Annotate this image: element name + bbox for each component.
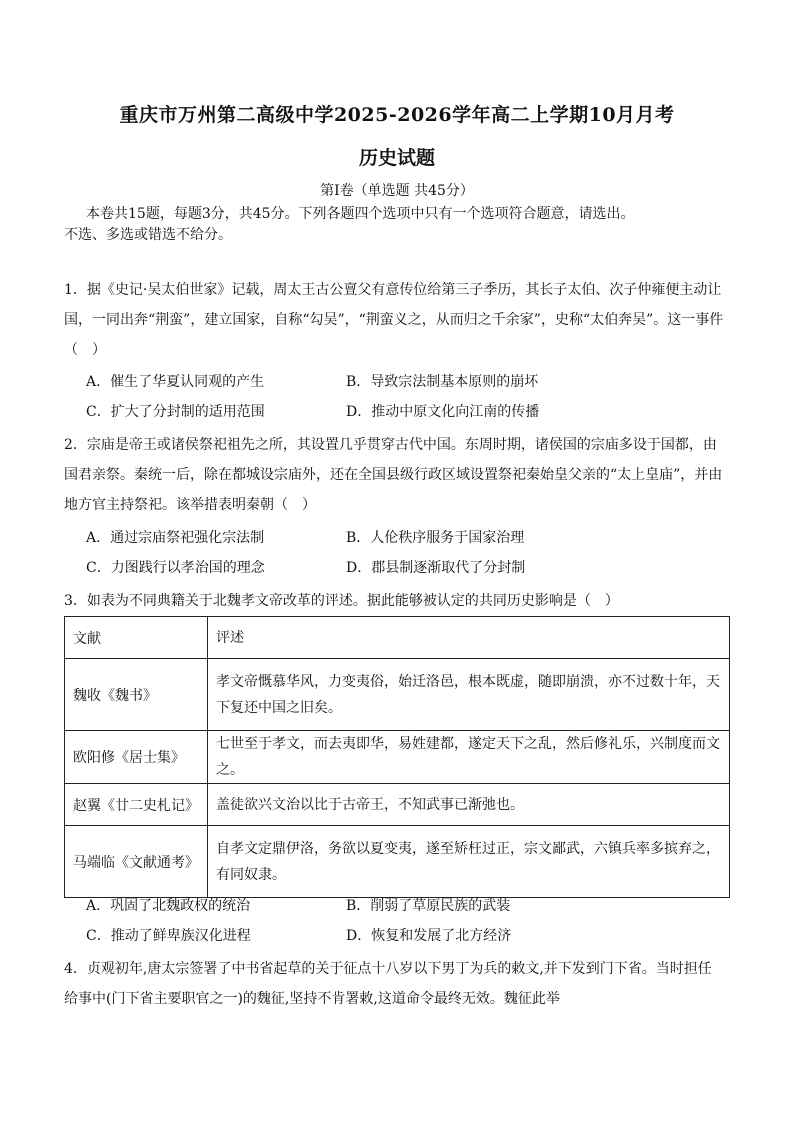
- q3-option-a[interactable]: A．巩固了北魏政权的统治: [86, 898, 251, 914]
- q2-stem-line-3: 地方官主持祭祀。该举措表明秦朝（ ）: [64, 497, 316, 513]
- table-cell-source: 赵翼《廿二史札记》: [65, 784, 208, 826]
- q1-stem-line-1: 1．据《史记·吴太伯世家》记载，周太王古公亶父有意传位给第三子季历，其长子太伯、次子仲雍便主动让: [64, 282, 722, 298]
- q1-option-c[interactable]: C．扩大了分封制的适用范围: [86, 404, 265, 420]
- table-cell-source: 马端临《文献通考》: [65, 826, 208, 898]
- instructions-line-1: 本卷共15题，每题3分，共45分。下列各题四个选项中只有一个选项符合题意，请选出。: [86, 206, 635, 222]
- q4-stem-line-2: 给事中(门下省主要职官之一)的魏征,坚持不肯署敕,这道命令最终无效。魏征此举: [64, 991, 560, 1007]
- table-header-source: 文献: [65, 617, 208, 659]
- section-heading: 第Ⅰ卷（单选题 共45分）: [320, 183, 474, 199]
- q3-option-d[interactable]: D．恢复和发展了北方经济: [346, 928, 512, 944]
- exam-title: 重庆市万州第二高级中学2025-2026学年高二上学期10月月考: [119, 104, 675, 126]
- q3-option-b[interactable]: B．削弱了草原民族的武装: [346, 898, 511, 914]
- q4-stem-line-1: 4．贞观初年,唐太宗签署了中书省起草的关于征点十八岁以下男丁为兵的敕文,并下发到门下省。当时担任: [64, 961, 712, 977]
- q1-option-d[interactable]: D．推动中原文化向江南的传播: [346, 404, 540, 420]
- table-header-row: [65, 617, 730, 659]
- table-cell-comment: 自孝文定鼎伊洛，务欲以夏变夷，遂至矫枉过正，宗文鄙武，六镇兵率多摈弃之，有同奴隶。: [208, 826, 730, 898]
- q3-source-table: [64, 616, 730, 898]
- instructions-line-2: 不选、多选或错选不给分。: [64, 227, 232, 243]
- q2-option-b[interactable]: B．人伦秩序服务于国家治理: [346, 530, 525, 546]
- q1-stem-line-2: 国，一同出奔“荆蛮”，建立国家，自称“勾吴”，“荆蛮义之，从而归之千余家”，史称“太伯奔吴”。这一事件: [64, 312, 724, 328]
- q3-option-c[interactable]: C．推动了鲜卑族汉化进程: [86, 928, 251, 944]
- q2-option-d[interactable]: D．郡县制逐渐取代了分封制: [346, 560, 526, 576]
- table-row: [65, 731, 730, 784]
- q2-option-c[interactable]: C．力图践行以孝治国的理念: [86, 560, 265, 576]
- q1-option-a[interactable]: A．催生了华夏认同观的产生: [86, 374, 265, 390]
- table-cell-comment: 孝文帝慨慕华风，力变夷俗，始迁洛邑，根本既虚，随即崩溃，亦不过数十年，天下复还中国之旧矣。: [208, 659, 730, 731]
- q1-stem-line-3: （ ）: [64, 342, 106, 358]
- table-row: [65, 826, 730, 898]
- q1-option-b[interactable]: B．导致宗法制基本原则的崩坏: [346, 374, 539, 390]
- table-cell-source: 魏收《魏书》: [65, 659, 208, 731]
- table-cell-source: 欧阳修《居士集》: [65, 731, 208, 784]
- table-cell-comment: 盖徒欲兴文治以比于古帝王，不知武事已渐弛也。: [208, 784, 730, 826]
- table-header-comment: 评述: [208, 617, 730, 659]
- q3-stem-line-1: 3．如表为不同典籍关于北魏孝文帝改革的评述。据此能够被认定的共同历史影响是（ ）: [64, 593, 619, 609]
- table-row: [65, 784, 730, 826]
- q2-option-a[interactable]: A．通过宗庙祭祀强化宗法制: [86, 530, 265, 546]
- q2-stem-line-2: 国君亲祭。秦统一后，除在都城设宗庙外，还在全国县级行政区域设置祭祀秦始皇父亲的“太上皇庙”，并由: [64, 467, 723, 483]
- exam-subtitle: 历史试题: [358, 147, 435, 169]
- q2-stem-line-1: 2．宗庙是帝王或诸侯祭祀祖先之所，其设置几乎贯穿古代中国。东周时期，诸侯国的宗庙多设于国都，由: [64, 437, 717, 453]
- table-row: [65, 659, 730, 731]
- table-cell-comment: 七世至于孝文，而去夷即华，易姓建都，遂定天下之乱，然后修礼乐，兴制度而文之。: [208, 731, 730, 784]
